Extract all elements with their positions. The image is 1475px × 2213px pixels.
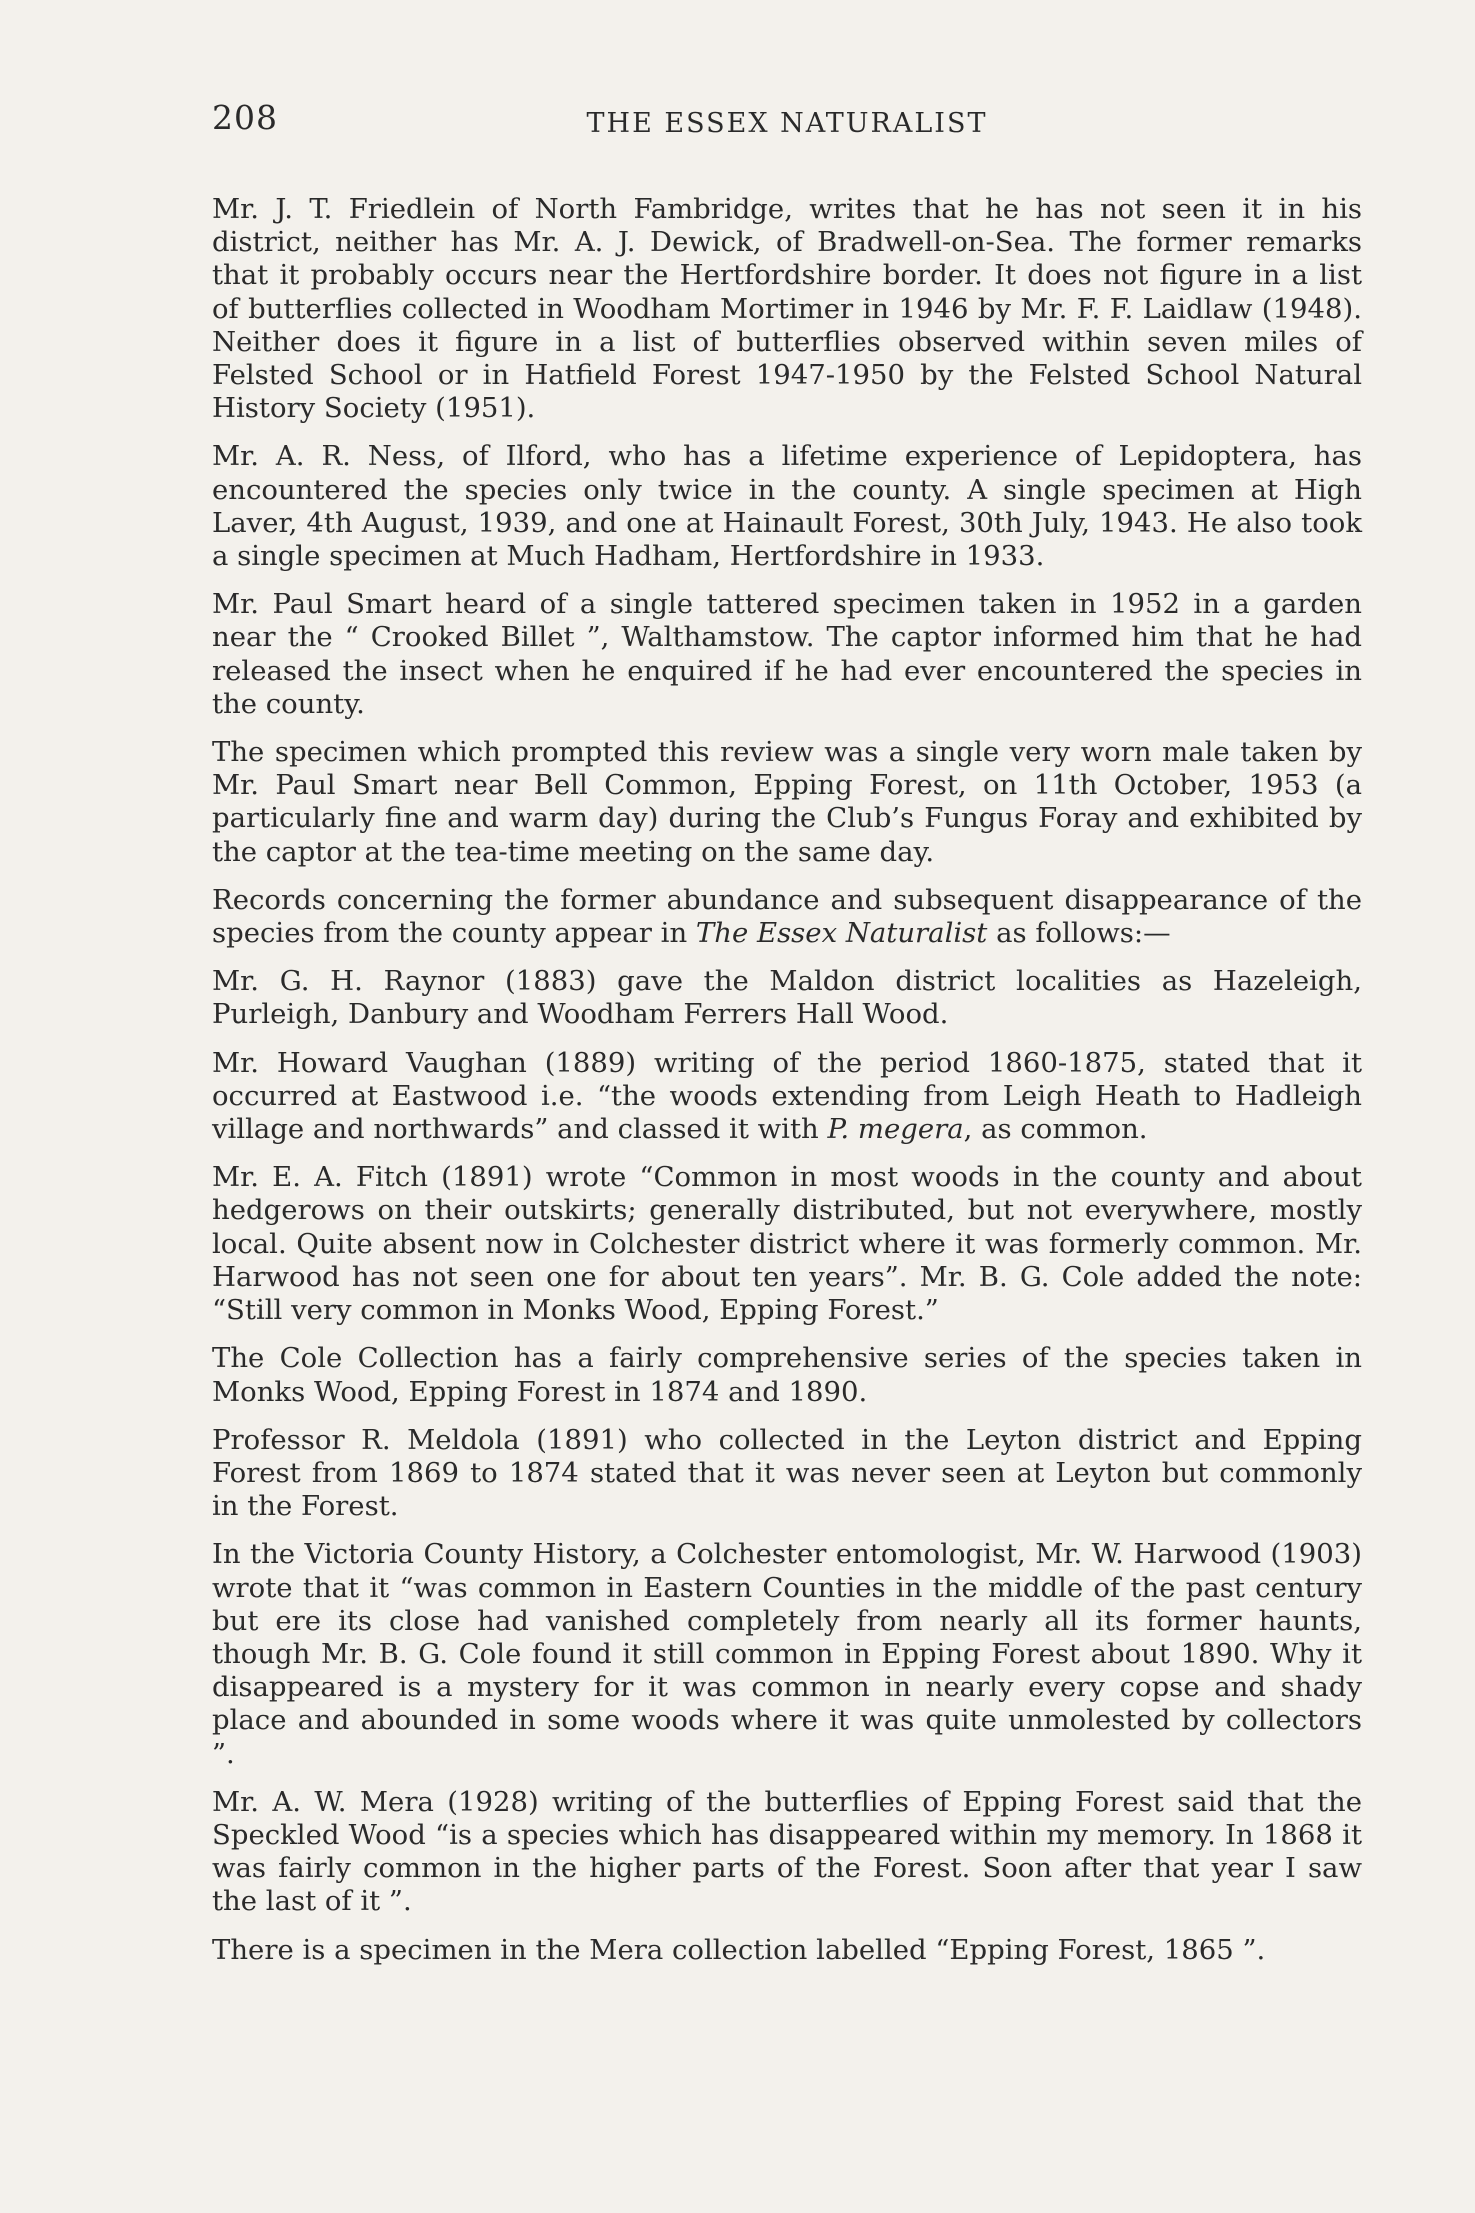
paragraph-raynor: Mr. G. H. Raynor (1883) gave the Maldon district localities as Hazeleigh, Purleigh, Danbury and Woodham Ferrers Hall Wood. bbox=[212, 965, 1362, 1031]
paragraph-mera: Mr. A. W. Mera (1928) writing of the butterflies of Epping Forest said that the Speckled Wood “is a species which has disappeared within my memory. In 1868 it was fairly common in the higher parts of the Forest. Soon after that year I saw the last of it ”. bbox=[212, 1785, 1362, 1918]
paragraph-ness: Mr. A. R. Ness, of Ilford, who has a lifetime experience of Lepidoptera, has encountered the species only twice in the county. A single specimen at High Laver, 4th August, 1939, and one at Hainault Forest, 30th July, 1943. He also took a single specimen at Much Hadham, Hertfordshire in 1933. bbox=[212, 440, 1362, 573]
page-number: 208 bbox=[212, 98, 278, 137]
paragraph-vaughan bbox=[212, 1047, 1362, 1147]
vaughan-text-pre: Mr. Howard Vaughan (1889) writing of the period 1860-1875, stated that it occurred at Eastwood i.e. “the woods extending from Leigh Heath to Hadleigh village and northwards” and classed it with bbox=[212, 1046, 1362, 1146]
paragraph-mera-collection: There is a specimen in the Mera collection labelled “Epping Forest, 1865 ”. bbox=[212, 1933, 1266, 1966]
paragraph-specimen-review: The specimen which prompted this review was a single very worn male taken by Mr. Paul Smart near Bell Common, Epping Forest, on 11th October, 1953 (a particularly fine and warm day) during the Club’s Fungus Foray and exhibited by the captor at the tea-time meeting on the same day. bbox=[212, 736, 1362, 868]
running-title: THE ESSEX NATURALIST bbox=[586, 108, 988, 139]
body-text bbox=[212, 193, 1362, 1982]
paragraph-friedlein: Mr. J. T. Friedlein of North Fambridge, writes that he has not seen it in his district, neither has Mr. A. J. Dewick, of Bradwell-on-Sea. The former remarks that it probably occurs near the Hertfordshire border. It does not figure in a list of butterflies collected in Woodham Mortimer in 1946 by Mr. F. F. Laidlaw (1948). Neither does it figure in a list of butterflies observed within seven miles of Felsted School or in Hatfield Forest 1947-1950 by the Felsted School Natural History Society (1951). bbox=[212, 193, 1362, 425]
paragraph-cole-collection: The Cole Collection has a fairly comprehensive series of the species taken in Monks Wood, Epping Forest in 1874 and 1890. bbox=[212, 1342, 1362, 1408]
vaughan-text-post: , as common. bbox=[963, 1113, 1148, 1146]
paragraph-victoria-county-history: In the Victoria County History, a Colchester entomologist, Mr. W. Harwood (1903) wrote that it “was common in Eastern Counties in the middle of the past century but ere its close had vanished completely from nearly all its former haunts, though Mr. B. G. Cole found it still common in Epping Forest about 1890. Why it disappeared is a mystery for it was common in nearly every copse and shady place and abounded in some woods where it was quite unmolested by collectors ”. bbox=[212, 1538, 1362, 1770]
records-text-pre: Records concerning the former abundance and subsequent disappearance of the species from the county appear in bbox=[212, 883, 1362, 950]
paragraph-fitch: Mr. E. A. Fitch (1891) wrote “Common in most woods in the county and about hedgerows on their outskirts; generally distributed, but not everywhere, mostly local. Quite absent now in Colchester district where it was formerly common. Mr. Harwood has not seen one for about ten years”. Mr. B. G. Cole added the note: “Still very common in Monks Wood, Epping Forest.” bbox=[212, 1161, 1362, 1327]
records-text-post: as follows:— bbox=[987, 917, 1171, 950]
journal-title: The Essex Naturalist bbox=[695, 917, 988, 950]
page-header bbox=[212, 98, 1362, 148]
species-name: P. megera bbox=[827, 1113, 964, 1146]
paragraph-records bbox=[212, 884, 1362, 950]
paragraph-meldola: Professor R. Meldola (1891) who collected in the Leyton district and Epping Forest from 1869 to 1874 stated that it was never seen at Leyton but commonly in the Forest. bbox=[212, 1423, 1362, 1523]
paragraph-smart-walthamstow: Mr. Paul Smart heard of a single tattered specimen taken in 1952 in a garden near the “ Crooked Billet ”, Walthamstow. The captor informed him that he had released the insect when he enquired if he had ever encountered the species in the county. bbox=[212, 588, 1362, 720]
